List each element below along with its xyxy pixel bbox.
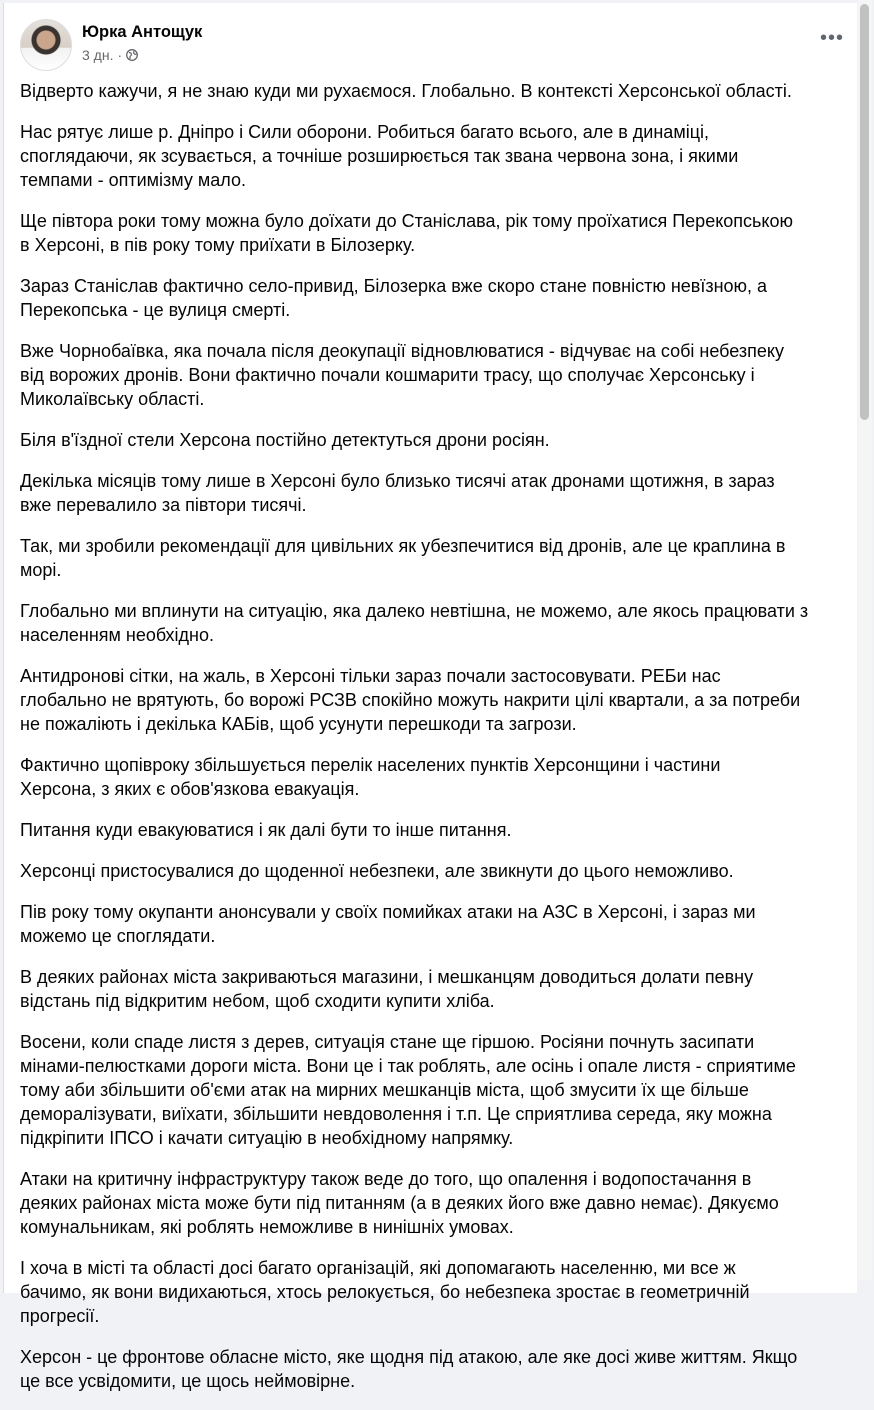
text-line: Біля в'їздної стели Херсона постійно детектуться дрони росіян. [20, 430, 550, 450]
text-line: прогресії. [20, 1306, 100, 1326]
paragraph [20, 1030, 808, 1150]
text-line: бачимо, як вони видихаються, хтось релокується, бо небезпека зростає в геометричній [20, 1282, 750, 1302]
paragraph [20, 818, 808, 842]
paragraph [20, 339, 808, 411]
text-line: Вже Чорнобаївка, яка почала після деокупації відновлюватися - відчуває на собі небезпеку [20, 341, 784, 361]
text-line: І хоча в місті та області досі багато організацій, які допомагають населенню, ми все ж [20, 1258, 736, 1278]
text-line: Херсонці пристосувалися до щоденної небезпеки, але звикнути до цього неможливо. [20, 861, 734, 881]
post-meta [82, 47, 138, 63]
paragraph [20, 120, 808, 192]
text-line: Фактично щопівроку збільшується перелік населених пунктів Херсонщини і частини [20, 755, 721, 775]
text-line: Нас рятує лише р. Дніпро і Сили оборони. Робиться багато всього, але в динаміці, [20, 122, 710, 142]
text-line: деморалізувати, виїхати, збільшити невдоволення і т.п. Це сприятлива середа, яку можна [20, 1104, 772, 1124]
text-line: морі. [20, 560, 62, 580]
paragraph [20, 428, 808, 452]
text-line: це все усвідомити, це щось неймовірне. [20, 1371, 356, 1391]
paragraph [20, 859, 808, 883]
text-line: населенням необхідно. [20, 625, 215, 645]
paragraph [20, 1256, 808, 1328]
text-line: Антидронові сітки, на жаль, в Херсоні тільки зараз почали застосовувати. РЕБи нас [20, 666, 721, 686]
text-line: Пів року тому окупанти анонсували у своїх помийках атаки на АЗС в Херсоні, і зараз ми [20, 902, 756, 922]
text-line: не пожаліють і декілька КАБів, щоб усунути перешкоди та загрози. [20, 714, 577, 734]
text-line: Питання куди евакуюватися і як далі бути то інше питання. [20, 820, 512, 840]
paragraph [20, 664, 808, 736]
text-line: Атаки на критичну інфраструктуру також веде до того, що опалення і водопостачання в [20, 1169, 752, 1189]
text-line: Херсон - це фронтове обласне місто, яке щодня під атакою, але яке досі живе життям. Якщо [20, 1347, 798, 1367]
more-horizontal-icon[interactable]: ••• [819, 27, 844, 49]
text-line: Глобально ми вплинути на ситуацію, яка далеко невтішна, не можемо, але якось працювати з [20, 601, 809, 621]
paragraph [20, 274, 808, 322]
text-line: Декілька місяців тому лише в Херсоні було близько тисячі атак дронами щотижня, в зараз [20, 471, 775, 491]
text-line: підкріпити ІПСО і качати ситуацію в необхідному напрямку. [20, 1128, 514, 1148]
text-line: деяких районах міста може бути під питанням (а в деяких його вже давно немає). Дякуємо [20, 1193, 779, 1213]
post-time[interactable]: 3 дн. [82, 47, 114, 63]
paragraph [20, 1167, 808, 1239]
paragraph [20, 753, 808, 801]
text-line: Так, ми зробили рекомендації для цивільних як убезпечитися від дронів, але це краплина в [20, 536, 786, 556]
paragraph [20, 599, 808, 647]
text-line: споглядаючи, як зсувається, а точніше розширюється так звана червона зона, і якими [20, 146, 739, 166]
text-line: глобально не врятують, бо ворожі РСЗВ спокійно можуть накрити цілі квартали, а за потреби [20, 690, 801, 710]
text-line: Восени, коли спаде листя з дерев, ситуація стане ще гіршою. Росіяни почнуть засипати [20, 1032, 755, 1052]
post-card [3, 3, 857, 1391]
text-line: від ворожих дронів. Вони фактично почали кошмарити трасу, що сполучає Херсонську і [20, 365, 755, 385]
globe-icon [126, 49, 138, 61]
author-name[interactable]: Юрка Антощук [82, 23, 203, 41]
paragraph [20, 209, 808, 257]
text-line: відстань під відкритим небом, щоб сходити купити хліба. [20, 991, 495, 1011]
text-line: можемо це споглядати. [20, 926, 216, 946]
text-line: комунальникам, які роблять неможливе в нинішніх умовах. [20, 1217, 514, 1237]
paragraph [20, 469, 808, 517]
text-line: в Херсоні, в пів року тому приїхати в Білозерку. [20, 235, 416, 255]
avatar[interactable] [20, 19, 72, 71]
scrollbar-thumb[interactable] [860, 4, 869, 420]
text-line: Херсона, з яких є обов'язкова евакуація. [20, 779, 360, 799]
text-line: вже перевалило за півтори тисячі. [20, 495, 307, 515]
paragraph [20, 900, 808, 948]
text-line: Відверто кажучи, я не знаю куди ми рухаємося. Глобально. В контексті Херсонської області. [20, 81, 792, 101]
separator: · [117, 47, 123, 63]
text-line: В деяких районах міста закриваються магазини, і мешканцям доводиться долати певну [20, 967, 754, 987]
paragraph [20, 534, 808, 582]
paragraph [20, 79, 808, 103]
paragraph [20, 1345, 808, 1393]
text-line: Зараз Станіслав фактично село-привид, Білозерка вже скоро стане повністю невїзною, а [20, 276, 768, 296]
text-line: темпами - оптимізму мало. [20, 170, 246, 190]
text-line: Ще півтора роки тому можна було доїхати до Станіслава, рік тому проїхатися Перекопською [20, 211, 794, 231]
text-line: Перекопська - це вулиця смерті. [20, 300, 291, 320]
post-text [20, 79, 808, 1410]
text-line: мінами-пелюстками дороги міста. Вони це і так роблять, але осінь і опале листя - сприятиме [20, 1056, 796, 1076]
paragraph [20, 965, 808, 1013]
post-header [20, 19, 844, 69]
text-line: тому аби збільшити об'єми атак на мирних мешканців міста, щоб змусити їх ще більше [20, 1080, 749, 1100]
scrollbar[interactable] [858, 0, 872, 1280]
text-line: Миколаївську області. [20, 389, 205, 409]
